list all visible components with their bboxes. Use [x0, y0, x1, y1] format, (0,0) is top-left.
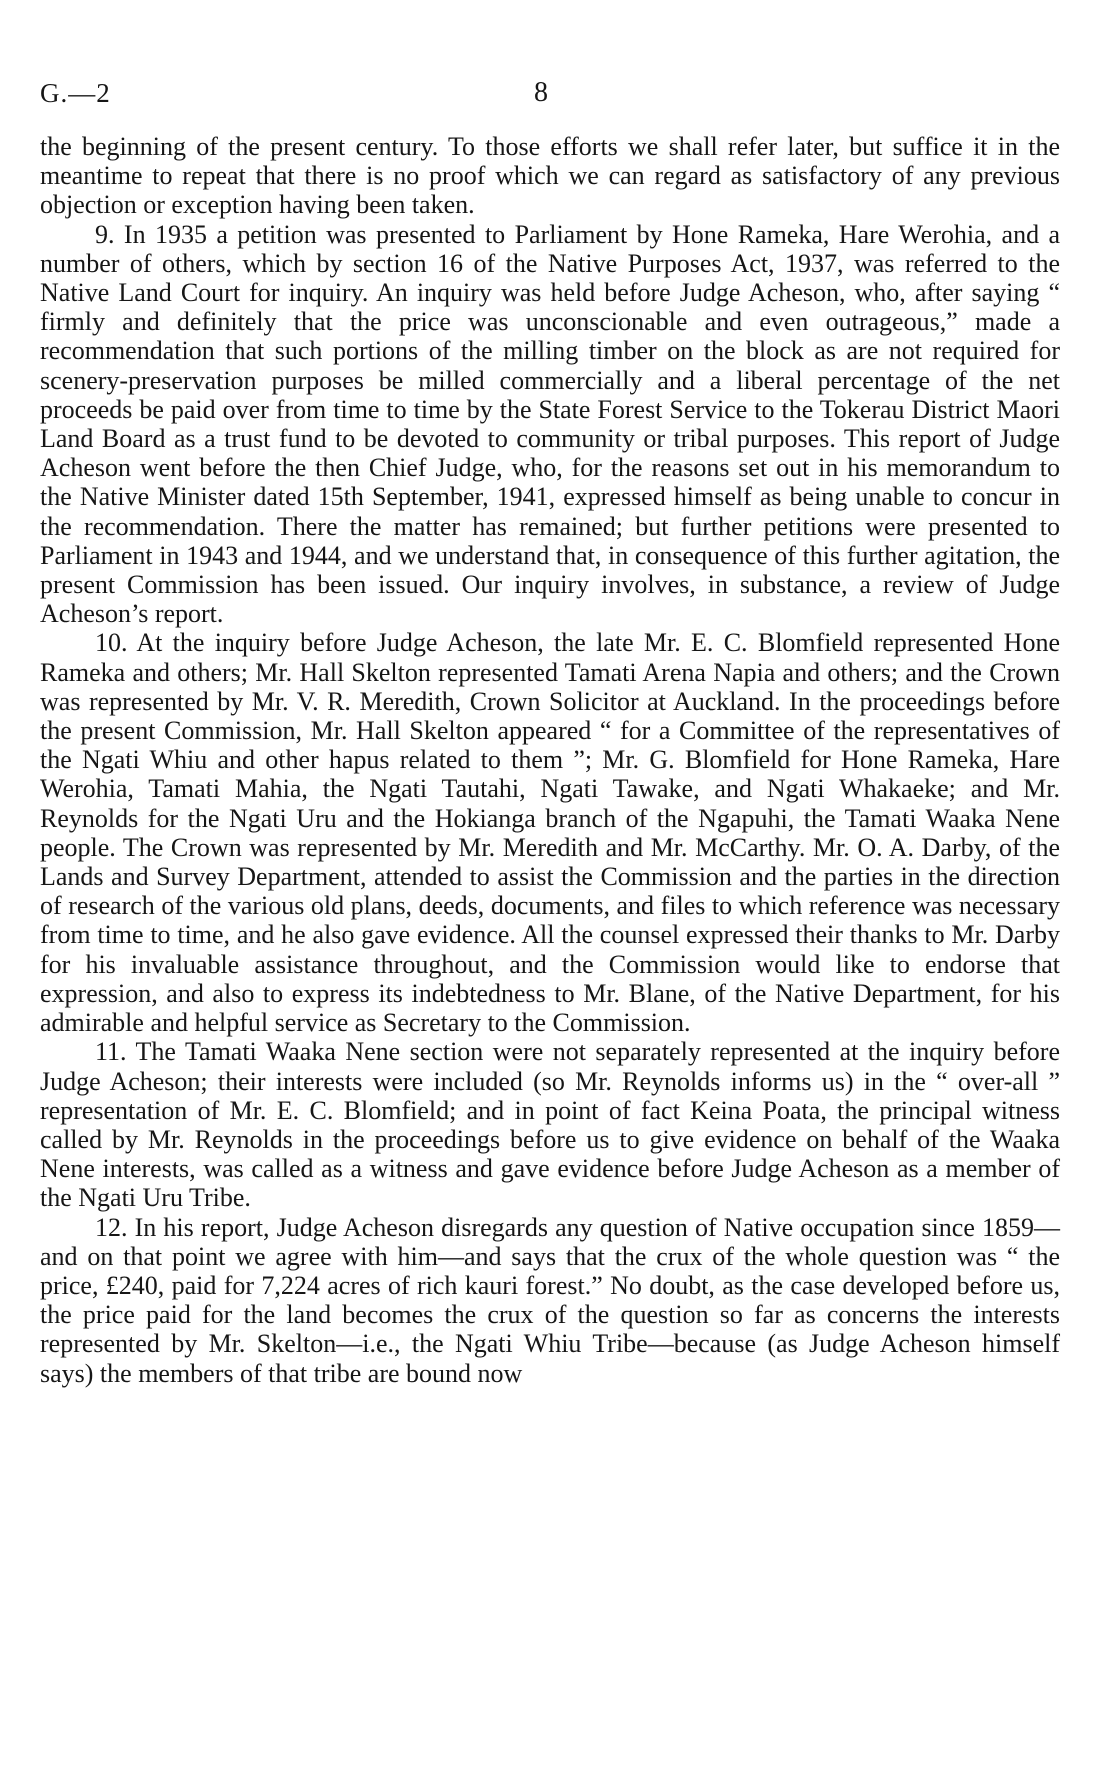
paragraph-number: 10.: [95, 628, 128, 658]
document-reference: G.—2: [40, 78, 111, 108]
continuation-paragraph: the beginning of the present century. To those efforts we shall refer later, but suffice it in the meantime to repeat that there is no proof which we can regard as satisfactory of any previous objection or exception having been taken.: [40, 132, 1060, 220]
paragraph-text: In his report, Judge Acheson disregards any question of Native occupation since 1859—and on that point we agree with him—and says that the crux of the whole question was “ the price, £240, paid for 7,224 acres of rich kauri forest.” No doubt, as the case developed before us, the price paid for the land becomes the crux of the question so far as concerns the interests represented by Mr. Skelton—i.e., the Ngati Whiu Tribe—because (as Judge Acheson himself says) the members of that tribe are bound now: [40, 1212, 1061, 1388]
paragraph-number: 11.: [95, 1037, 127, 1067]
page-number: 8: [534, 77, 548, 108]
paragraph-text: At the inquiry before Judge Acheson, the late Mr. E. C. Blomfield represented Hone Rameka and others; Mr. Hall Skelton represented Tamati Arena Napia and others; and the Crown was represented by Mr. V. R. Meredith, Crown Solicitor at Auckland. In the proceedings before the present Commission, Mr. Hall Skelton appeared “ for a Committee of the representatives of the Ngati Whiu and other hapus related to them ”; Mr. G. Blomfield for Hone Rameka, Hare Werohia, Tamati Mahia, the Ngati Tautahi, Ngati Tawake, and Ngati Whakaeke; and Mr. Reynolds for the Ngati Uru and the Hokianga branch of the Ngapuhi, the Tamati Waaka Nene people. The Crown was represented by Mr. Meredith and Mr. McCarthy. Mr. O. A. Darby, of the Lands and Survey Department, attended to assist the Commission and the parties in the direction of research of the various old plans, deeds, documents, and files to which reference was necessary from time to time, and he also gave evidence. All the counsel expressed their thanks to Mr. Darby for his invaluable assistance throughout, and the Commission would like to endorse that expression, and also to express its indebtedness to Mr. Blane, of the Native Department, for his admirable and helpful service as Secretary to the Commission.: [40, 628, 1060, 1038]
page-header: [0, 0, 1114, 120]
paragraph-text: The Tamati Waaka Nene section were not separately represented at the inquiry before Judge Acheson; their interests were included (so Mr. Reynolds informs us) in the “ over-all ” representation of Mr. E. C. Blomfield; and in point of fact Keina Poata, the principal witness called by Mr. Reynolds in the proceedings before us to give evidence on behalf of the Waaka Nene interests, was called as a witness and gave evidence before Judge Acheson as a member of the Ngati Uru Tribe.: [40, 1037, 1060, 1213]
paragraph-number: 12.: [95, 1212, 128, 1242]
body-text: [40, 132, 1060, 1388]
paragraph-11: [40, 1037, 1060, 1212]
paragraph-12: [40, 1213, 1060, 1388]
paragraph-10: [40, 628, 1060, 1037]
paragraph-text: In 1935 a petition was presented to Parliament by Hone Rameka, Hare Werohia, and a number of others, which by section 16 of the Native Purposes Act, 1937, was referred to the Native Land Court for inquiry. An inquiry was held before Judge Acheson, who, after saying “ firmly and definitely that the price was unconscionable and even outrageous,” made a recommendation that such portions of the milling timber on the block as are not required for scenery-preservation purposes be milled commercially and a liberal percentage of the net proceeds be paid over from time to time by the State Forest Service to the Tokerau District Maori Land Board as a trust fund to be devoted to community or tribal purposes. This report of Judge Acheson went before the then Chief Judge, who, for the reasons set out in his memorandum to the Native Minister dated 15th September, 1941, expressed himself as being unable to concur in the recommendation. There the matter has remained; but further petitions were presented to Parliament in 1943 and 1944, and we understand that, in consequence of this further agitation, the present Commission has been issued. Our inquiry involves, in substance, a review of Judge Acheson’s report.: [40, 219, 1061, 629]
paragraph-9: [40, 220, 1060, 629]
paragraph-number: 9.: [95, 219, 115, 249]
